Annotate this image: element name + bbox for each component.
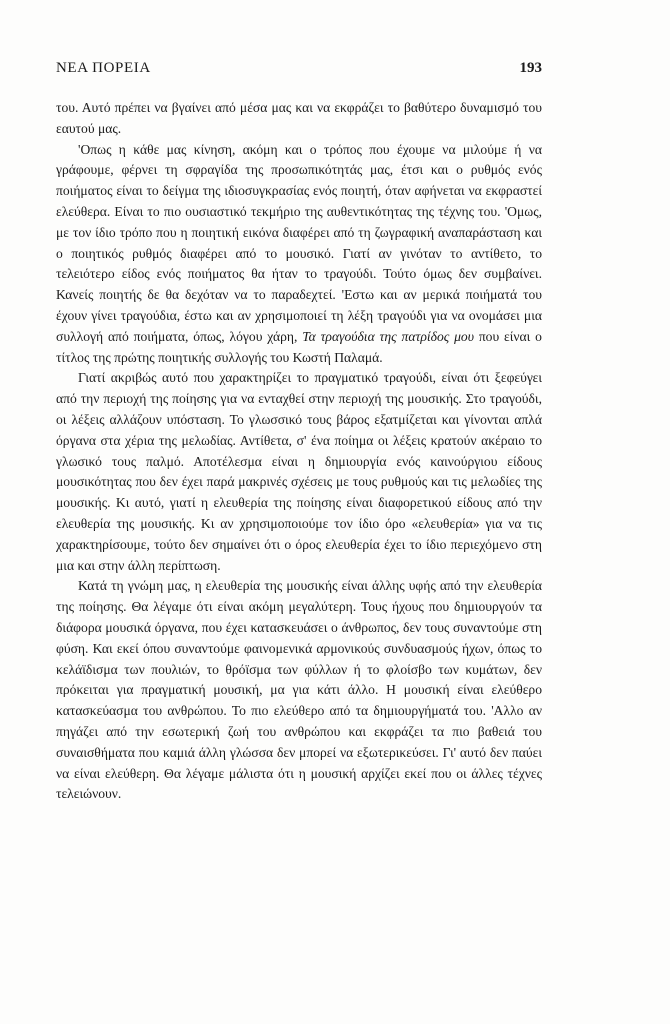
paragraph-rhythm-ending: που είναι ο τίτλος της πρώτης ποιητικής συλλογής του Κωστή Παλαμά.: [56, 328, 542, 365]
body-text: [56, 98, 542, 805]
paragraph-rhythm: [56, 140, 542, 369]
paragraph-rhythm-text: 'Οπως η κάθε μας κίνηση, ακόμη και ο τρόπος που έχουμε να μιλούμε ή να γράφουμε, φέρνει τη σφραγίδα της προσωπικότητάς μας, έτσι και ο ρυθμός ενός ποιήματος είναι το δείγμα της ιδιοσυγκρασίας ενός ποιητή, όταν αφήνεται να εκφραστεί ελεύθερα. Είναι το πιο ουσιαστικό τεκμήριο της αυθεντικότητας της τέχνης του. 'Ομως, με τον ίδιο τρόπο που η ποιητική εικόνα διαφέρει από τη ζωγραφική αναπαράσταση και ο ποιητικός ρυθμός διαφέρει από το μουσικό. Γιατί αν γινόταν το αντίθετο, το τελειότερο είδος ενός ποιήματος θα ήταν το τραγούδι. Τούτο όμως δεν συμβαίνει. Κανείς ποιητής δε θα δεχόταν να το παραδεχτεί. 'Εστω και αν μερικά ποιήματά του έχουν γίνει τραγούδια, έστω και αν χρησιμοποιεί τη λέξη τραγούδι για να ονομάσει μια συλλογή από ποιήματα, όπως, λόγου χάρη,: [56, 141, 542, 344]
paragraph-song: Γιατί ακριβώς αυτό που χαρακτηρίζει το πραγματικό τραγούδι, είναι ότι ξεφεύγει από την περιοχή της ποίησης για να ενταχθεί στην περιοχή της μουσικής. Στο τραγούδι, οι λέξεις αλλάζουν υπόσταση. Το γλωσσικό τους βάρος εξατμίζεται και γίνονται απλά όργανα στα χέρια της μελωδίας. Αντίθετα, σ' ένα ποίημα οι λέξεις κρατούν ακέραιο το γλωσικό τους παλμό. Αποτέλεσμα είναι η δημιουργία ενός καινούργιου είδους μουσικότητας που δεν έχει παρά μακρινές σχέσεις με τους ρυθμούς και τις μελωδίες της μουσικής. Κι αυτό, γιατί η ελευθερία της ποίησης είναι διαφορετικού είδους από την ελευθερία της μουσικής. Κι αν χρησιμοποιούμε τον ίδιο όρο «ελευθερία» για να τις χαρακτηρίσουμε, τούτο δεν σημαίνει ότι ο όρος ελευθερία έχει το ίδιο περιεχόμενο στη μια και στην άλλη περίπτωση.: [56, 370, 542, 573]
page-number: 193: [519, 60, 542, 76]
running-head: [56, 60, 542, 84]
paragraph-continued: του. Αυτό πρέπει να βγαίνει από μέσα μας και να εκφράζει το βαθύτερο δυναμισμό του εαυτού μας.: [56, 100, 542, 136]
book-title-italic: Τα τραγούδια της πατρίδος μου: [302, 328, 474, 344]
journal-title: ΝΕΑ ΠΟΡΕΙΑ: [56, 60, 151, 76]
paragraph-music-freedom: Κατά τη γνώμη μας, η ελευθερία της μουσικής είναι άλλης υφής από την ελευθερία της ποίησης. Θα λέγαμε ότι είναι ακόμη μεγαλύτερη. Τους ήχους που δημιουργούν τα διάφορα μουσικά όργανα, που έχει κατασκευάσει ο άνθρωπος, δεν τους συναντούμε στη φύση. Και εκεί όπου συναντούμε φαινομενικά αρμονικούς συνδυασμούς ήχων, όπως το κελάϊδισμα των πουλιών, το θρόϊσμα των φύλλων ή το φλοίσβο των κυμάτων, δεν πρόκειται για πραγματική μουσική, μα για κάτι άλλο. Η μουσική είναι ελεύθερο κατασκεύασμα του ανθρώπου. Το πιο ελεύθερο από τα δημιουργήματά του. 'Αλλο αν πηγάζει από την εσωτερική ζωή του ανθρώπου και εκφράζει τα πιο βαθειά του συναισθήματα που καμιά άλλη γλώσσα δεν μπορεί να εξωτερικεύσει. Γι' αυτό δεν παύει να είναι ελεύθερη. Θα λέγαμε μάλιστα ότι η μουσική αρχίζει εκεί που οι άλλες τέχνες τελειώνουν.: [56, 578, 542, 802]
